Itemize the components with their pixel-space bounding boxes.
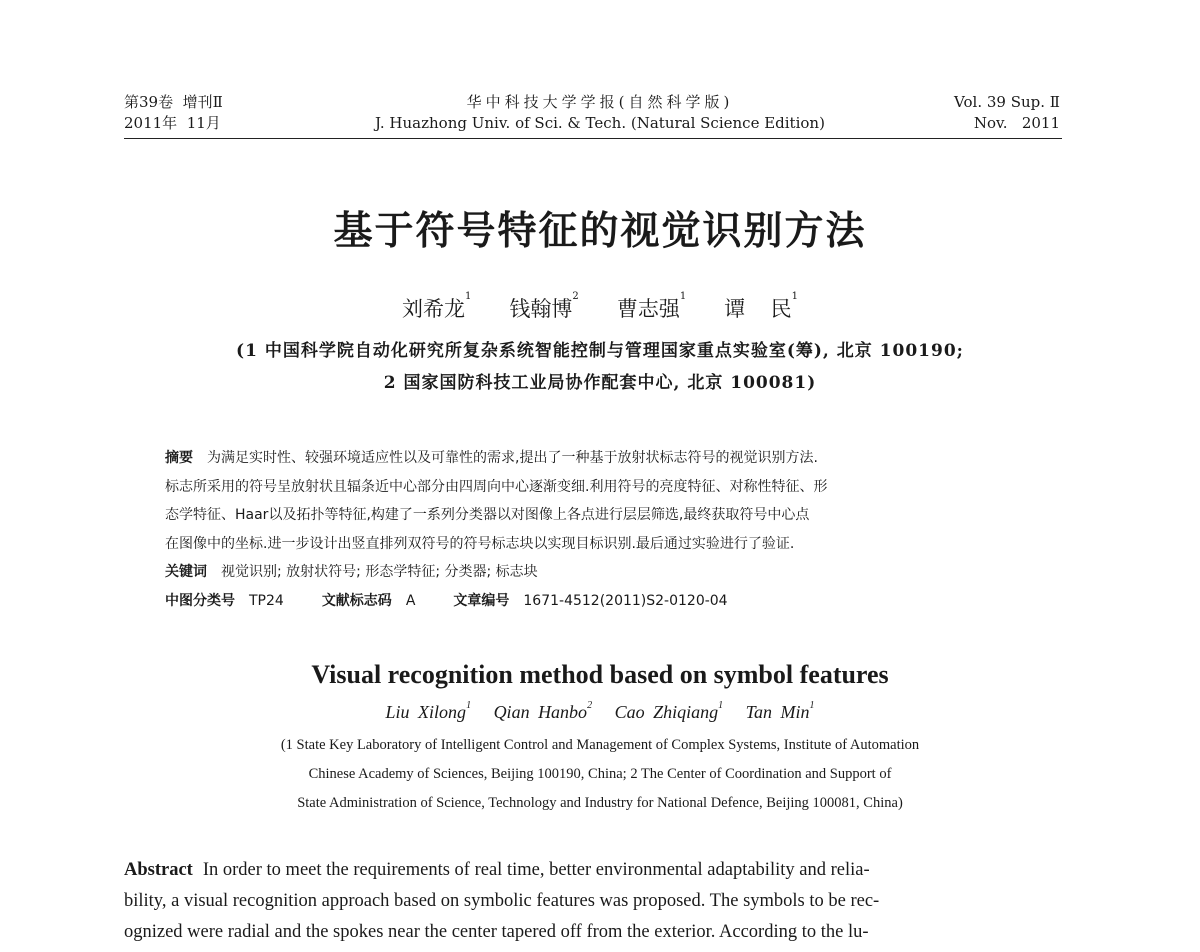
affiliation-en-line-1: (1 State Key Laboratory of Intelligent Control and Management of Complex Systems, Institute of Automation	[280, 737, 920, 753]
abstract-en-line-3: ognized were radial and the spokes near the center tapered off from the exterior. According to the lu-	[124, 922, 869, 942]
author-en-2: Qian Hanbo$^2$	[493, 700, 593, 722]
abstract-cn-line-3: 态学特征、Haar以及拓扑等特征,构建了一系列分类器以对图像上各点进行层层筛选,最终获取符号中心点	[165, 507, 810, 523]
journal-name-cn: 华中科技大学学报(自然科学版)	[466, 93, 734, 111]
header-date-en: Nov. 2011	[973, 114, 1060, 132]
doc-code-label: 文献标志码	[321, 592, 392, 609]
author-cn-1: 刘希龙$^1$	[402, 291, 472, 321]
abstract-en-label: Abstract	[124, 860, 193, 880]
keywords-cn-text: 视觉识别; 放射状符号; 形态学特征; 分类器; 标志块	[221, 564, 538, 580]
keywords-cn-label: 关键词	[165, 564, 207, 580]
abstract-cn-line-4: 在图像中的坐标.进一步设计出竖直排列双符号的符号标志块以实现目标识别.最后通过实验进行了验证.	[165, 535, 795, 552]
classification-meta-cn	[165, 587, 1035, 616]
author-cn-2: 钱翰博$^2$	[509, 291, 579, 321]
clc-value: TP24	[249, 592, 284, 609]
author-cn-3: 曹志强$^1$	[616, 291, 687, 321]
header-rule	[124, 138, 1062, 139]
abstract-cn-line-2: 标志所采用的符号呈放射状且辐条近中心部分由四周向中心逐渐变细.利用符号的亮度特征、对称性特征、形	[165, 478, 828, 495]
article-number-label: 文章编号	[453, 592, 510, 609]
header-date-cn: 2011年 11月	[124, 114, 221, 132]
abstract-en	[124, 855, 1064, 948]
keywords-cn	[165, 558, 1035, 587]
authors-en	[0, 702, 1200, 723]
paper-title-cn: 基于符号特征的视觉识别方法	[333, 209, 867, 254]
abstract-en-line-2: bility, a visual recognition approach based on symbolic features was proposed. The symbols to be rec-	[124, 891, 880, 911]
clc-label: 中图分类号	[165, 592, 235, 609]
doc-code-value: A	[405, 592, 416, 609]
article-number-value: 1671-4512(2011)S2-0120-04	[523, 592, 728, 609]
affiliation-en-line-2: Chinese Academy of Sciences, Beijing 100190, China; 2 The Center of Coordination and Support of	[308, 766, 892, 782]
affiliation-cn-line-1: (1 中国科学院自动化研究所复杂系统智能控制与管理国家重点实验室(筹), 北京 100190;	[236, 341, 964, 361]
header-volume-en: Vol. 39 Sup. Ⅱ	[954, 93, 1060, 111]
author-cn-4: 谭 民$^1$	[724, 291, 798, 321]
header-center	[300, 92, 900, 134]
paper-title-en: Visual recognition method based on symbol features	[311, 660, 889, 689]
abstract-en-line-1: Abstract In order to meet the requirements of real time, better environmental adaptability and relia-	[124, 860, 870, 880]
abstract-cn-line-1: 摘要 为满足实时性、较强环境适应性以及可靠性的需求,提出了一种基于放射状标志符号的视觉识别方法.	[165, 450, 818, 466]
header-right	[954, 92, 1060, 134]
abstract-cn-label: 摘要	[165, 450, 193, 466]
abstract-cn	[165, 444, 1035, 615]
author-en-3: Cao Zhiqiang$^1$	[614, 700, 724, 722]
affiliation-cn-line-2: 2 国家国防科技工业局协作配套中心, 北京 100081)	[383, 373, 817, 393]
authors-cn	[0, 293, 1200, 323]
header-left	[124, 92, 223, 134]
header-volume-cn: 第39卷 增刊Ⅱ	[124, 93, 223, 111]
author-en-4: Tan Min$^1$	[745, 700, 815, 722]
author-en-1: Liu Xilong$^1$	[385, 700, 472, 722]
affiliation-en-line-3: State Administration of Science, Technology and Industry for National Defence, Beijing 100081, China)	[297, 795, 903, 811]
journal-name-en: J. Huazhong Univ. of Sci. & Tech. (Natural Science Edition)	[375, 114, 825, 132]
